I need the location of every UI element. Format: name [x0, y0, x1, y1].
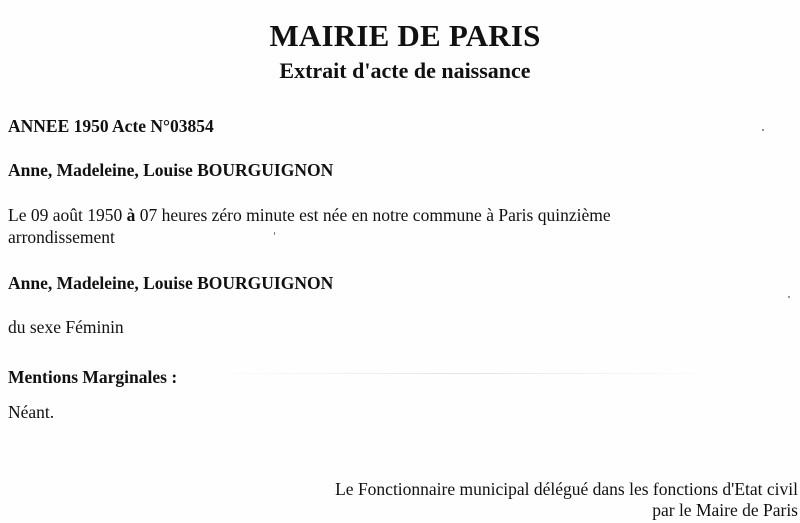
birth-statement-line	[8, 205, 611, 226]
scan-dot-mark	[788, 296, 790, 298]
sex-line: du sexe Féminin	[8, 317, 124, 337]
birth-place-text: 07 heures zéro minute est née en notre commune à Paris quinzième	[135, 205, 611, 225]
scan-artifact-line	[215, 373, 715, 374]
scan-dot-mark	[762, 129, 764, 131]
marginal-mentions-label: Mentions Marginales :	[8, 367, 178, 387]
person-name-secondary: Anne, Madeleine, Louise BOURGUIGNON	[8, 273, 334, 293]
document-subtitle: Extrait d'acte de naissance	[279, 58, 531, 83]
official-signature-line-2: par le Maire de Paris	[652, 500, 798, 520]
page-title: MAIRIE DE PARIS	[269, 18, 541, 53]
bold-preposition: à	[126, 205, 136, 225]
birth-date-time-text: Le 09 août 1950	[8, 205, 127, 225]
birth-statement-continuation: arrondissement	[8, 227, 115, 247]
marginal-mentions-value: Néant.	[8, 402, 55, 422]
record-line: ANNEE 1950 Acte N°03854	[8, 116, 214, 136]
scan-dot-mark	[274, 232, 275, 235]
person-name-primary: Anne, Madeleine, Louise BOURGUIGNON	[8, 160, 334, 180]
official-signature-line-1: Le Fonctionnaire municipal délégué dans les fonctions d'Etat civil	[335, 479, 798, 499]
